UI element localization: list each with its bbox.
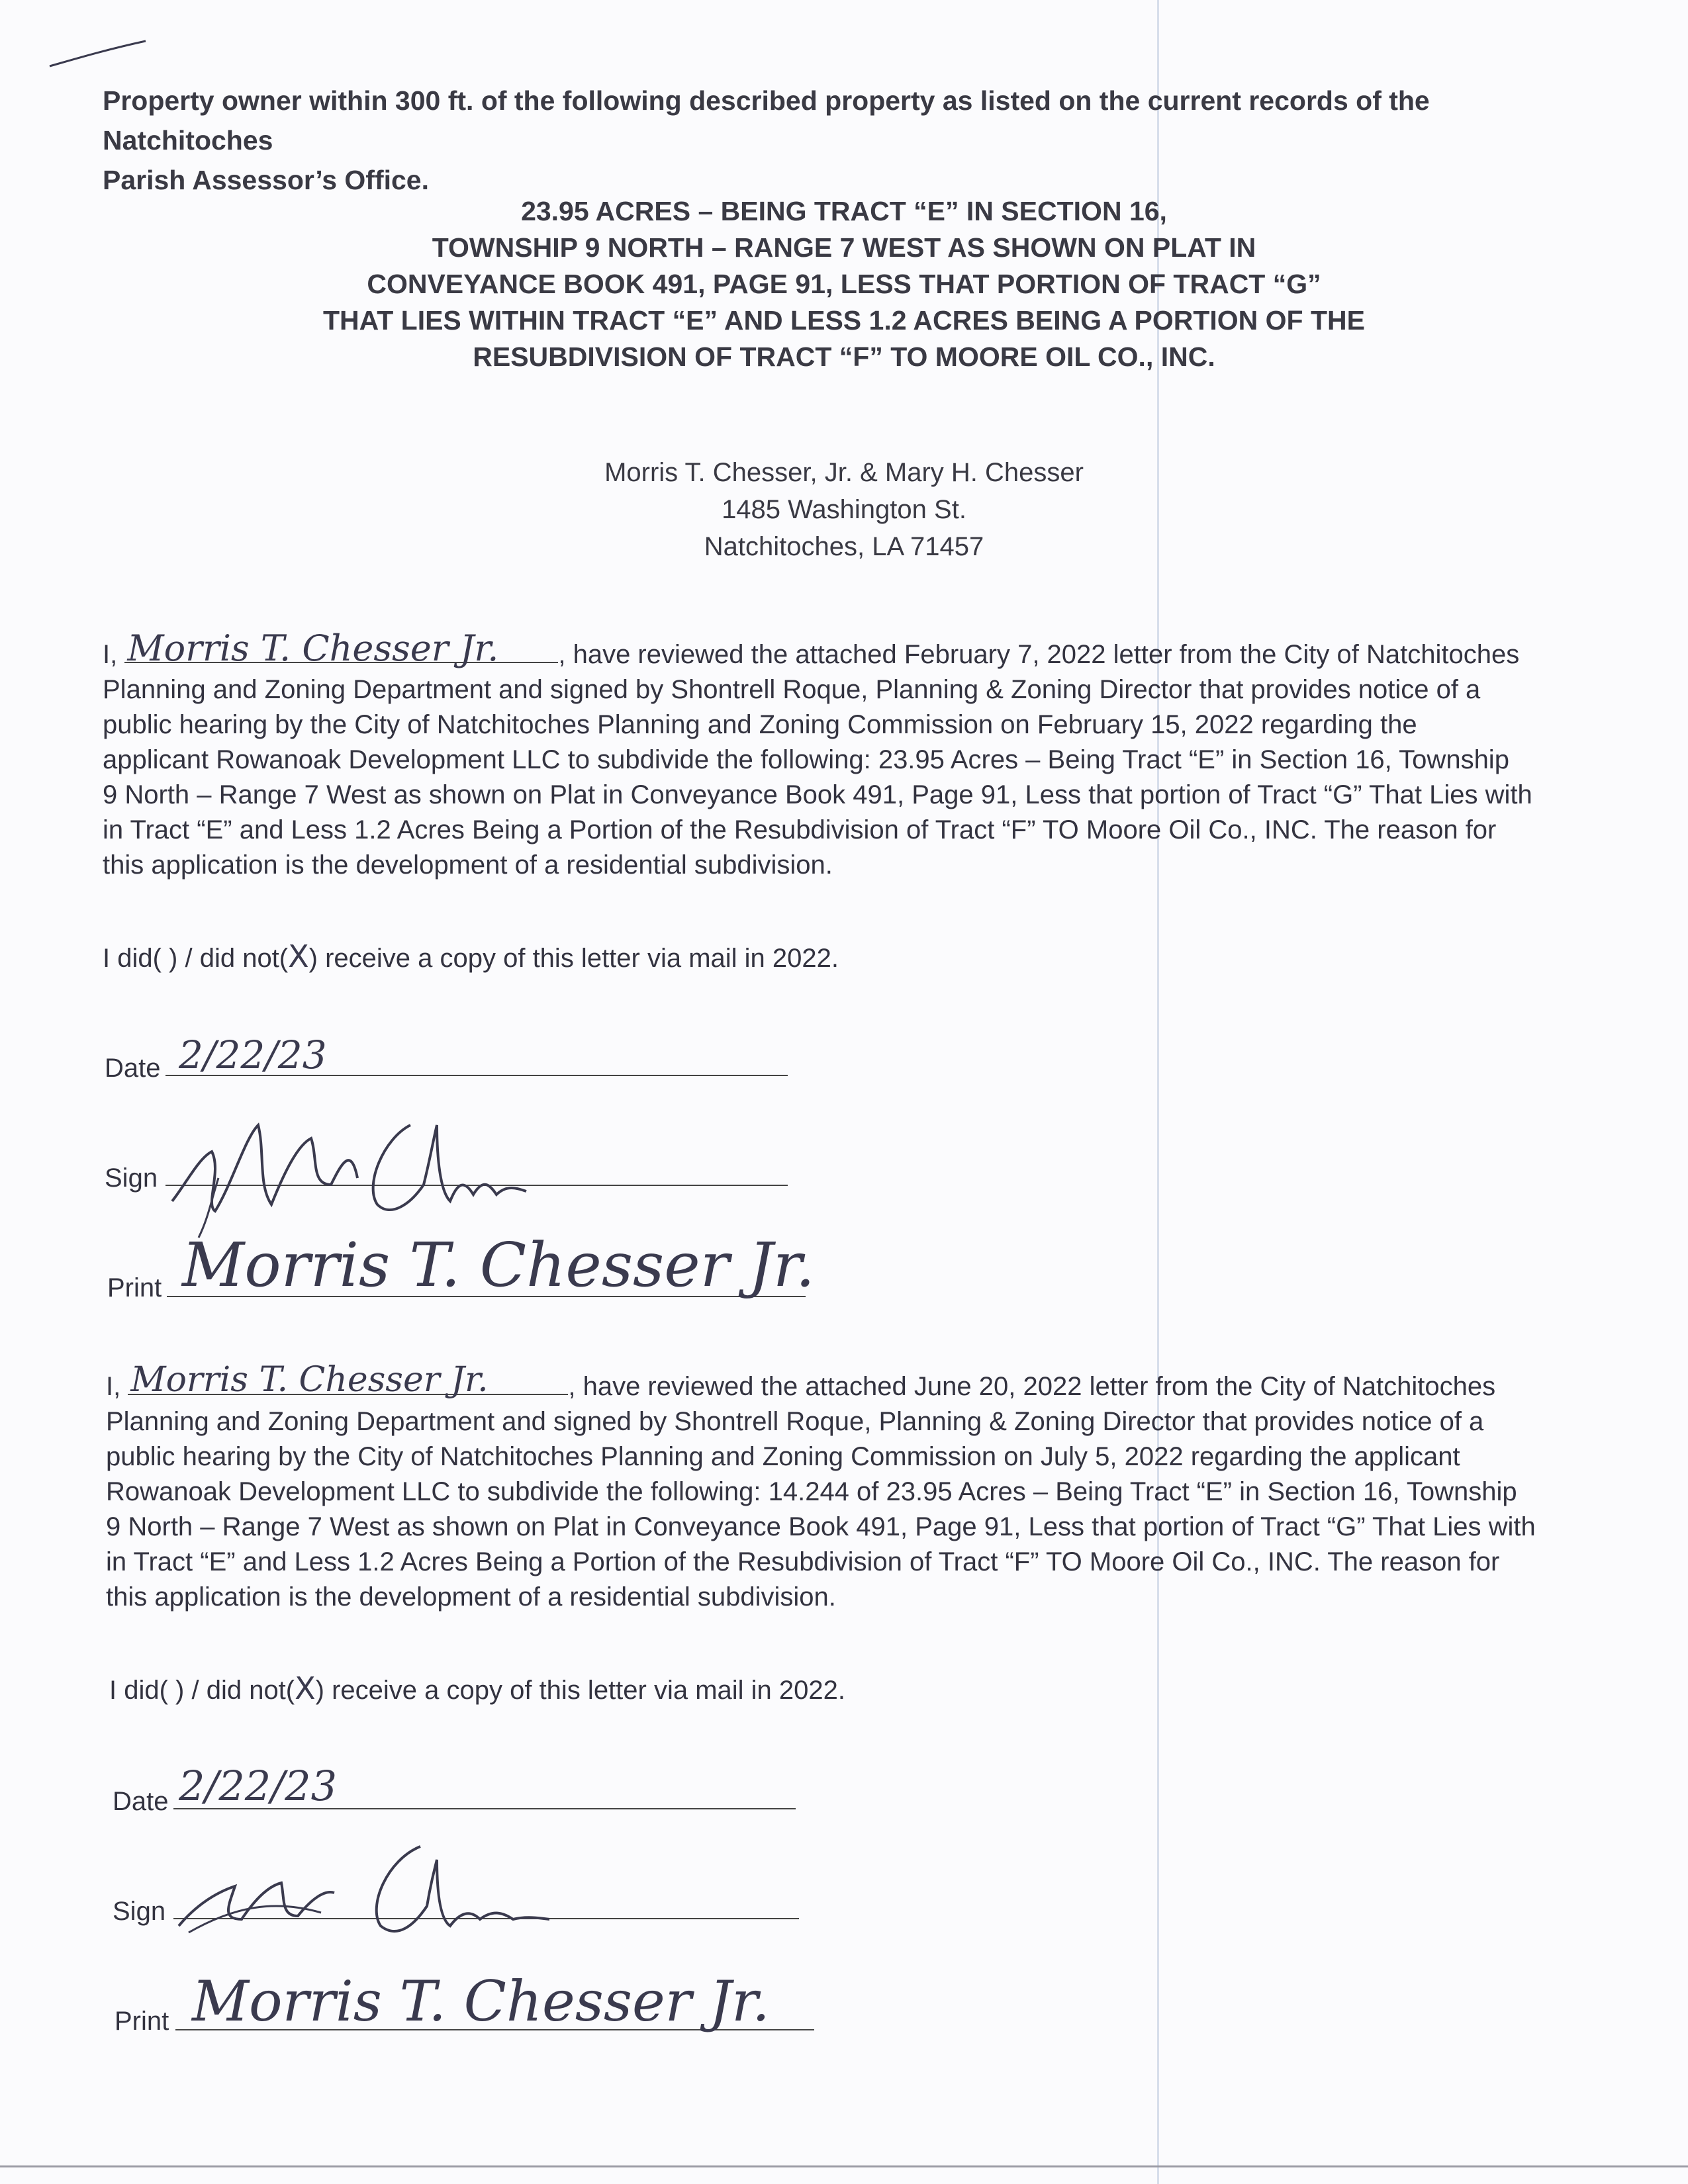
section2-line: 9 North – Range 7 West as shown on Plat in Conveyance Book 491, Page 91, Less that portion of Tract “G” That Lies with (106, 1512, 1536, 1541)
legal-line: THAT LIES WITHIN TRACT “E” AND LESS 1.2 ACRES BEING A PORTION OF THE (323, 305, 1365, 336)
section2-receipt-line (109, 1670, 845, 1706)
section2-date-label: Date (113, 1787, 169, 1816)
section2-first-line (106, 1360, 1536, 1404)
section1-line: 9 North – Range 7 West as shown on Plat in Conveyance Book 491, Page 91, Less that portion of Tract “G” That Lies with (103, 780, 1532, 809)
section2-print-value: Morris T. Chesser Jr. (192, 1969, 770, 2034)
section1-line: applicant Rowanoak Development LLC to subdivide the following: 23.95 Acres – Being Tract “E” in Section 16, Township (103, 745, 1509, 774)
legal-line: TOWNSHIP 9 NORTH – RANGE 7 WEST AS SHOWN ON PLAT IN (432, 232, 1256, 263)
pen-stroke-mark (46, 40, 152, 73)
section1-paragraph (103, 627, 1532, 883)
section2-handwritten-name: Morris T. Chesser Jr. (130, 1360, 489, 1400)
section1-line: this application is the development of a residential subdivision. (103, 850, 833, 880)
section1-receipt-did: I did( ) / did not( (103, 944, 289, 973)
section2-receipt-checkmark[interactable]: X (295, 1670, 316, 1706)
section2-line: in Tract “E” and Less 1.2 Acres Being a Portion of the Resubdivision of Tract “F” TO Moore Oil Co., INC. The reason for (106, 1547, 1500, 1576)
legal-description (0, 193, 1688, 375)
legal-line: 23.95 ACRES – BEING TRACT “E” IN SECTION 16, (521, 196, 1167, 226)
section2-date-value: 2/22/23 (179, 1762, 338, 1810)
section2-print-label: Print (115, 2007, 169, 2036)
section1-line: in Tract “E” and Less 1.2 Acres Being a Portion of the Resubdivision of Tract “F” TO Moore Oil Co., INC. The reason for (103, 815, 1497, 844)
intro-line-2: Parish Assessor’s Office. (103, 165, 430, 195)
section1-line: Planning and Zoning Department and signed by Shontrell Roque, Planning & Zoning Director that provides notice of a (103, 675, 1481, 704)
owner-address (0, 454, 1688, 565)
section1-date-label: Date (105, 1054, 161, 1083)
section1-print-value: Morris T. Chesser Jr. (182, 1230, 815, 1300)
legal-line: CONVEYANCE BOOK 491, PAGE 91, LESS THAT PORTION OF TRACT “G” (367, 269, 1321, 299)
owner-names: Morris T. Chesser, Jr. & Mary H. Chesser (604, 458, 1084, 487)
section1-receipt-rest: ) receive a copy of this letter via mail in 2022. (308, 944, 839, 973)
owner-city: Natchitoches, LA 71457 (704, 532, 984, 561)
page-bottom-edge (0, 2165, 1688, 2167)
section1-line: public hearing by the City of Natchitoches Planning and Zoning Commission on February 15, 2022 regarding the (103, 710, 1417, 739)
section1-name-blank[interactable] (124, 627, 558, 669)
section2-line: public hearing by the City of Natchitoches Planning and Zoning Commission on July 5, 2022 regarding the applicant (106, 1442, 1460, 1471)
section1-date-value: 2/22/23 (179, 1032, 327, 1077)
section1-signature (159, 1085, 530, 1244)
section1-sign-label: Sign (105, 1163, 158, 1193)
section2-receipt-rest: ) receive a copy of this letter via mail in 2022. (315, 1676, 846, 1705)
section2-line: Planning and Zoning Department and signed by Shontrell Roque, Planning & Zoning Director that provides notice of a (106, 1407, 1484, 1436)
section1-receipt-line (103, 938, 839, 974)
intro-line-1: Property owner within 300 ft. of the following described property as listed on the current records of the Natchitoches (103, 85, 1430, 156)
section2-name-blank[interactable] (128, 1360, 568, 1400)
section2-line: Rowanoak Development LLC to subdivide the following: 14.244 of 23.95 Acres – Being Tract “E” in Section 16, Township (106, 1477, 1517, 1506)
section2-paragraph (106, 1360, 1536, 1615)
section2-prefix: I, (106, 1372, 128, 1401)
section1-prefix: I, (103, 640, 125, 669)
section1-print-label: Print (107, 1273, 162, 1302)
section2-receipt-did: I did( ) / did not( (109, 1676, 295, 1705)
intro-paragraph (103, 81, 1599, 200)
section1-handwritten-name: Morris T. Chesser Jr. (127, 627, 499, 669)
section2-sign-label: Sign (113, 1897, 166, 1926)
legal-line: RESUBDIVISION OF TRACT “F” TO MOORE OIL CO., INC. (473, 341, 1215, 372)
section2-line1-rest: , have reviewed the attached June 20, 2022 letter from the City of Natchitoches (568, 1372, 1496, 1401)
section2-line: this application is the development of a residential subdivision. (106, 1582, 836, 1612)
section1-receipt-checkmark[interactable]: X (288, 938, 309, 974)
section1-first-line (103, 627, 1532, 672)
owner-street: 1485 Washington St. (722, 495, 966, 524)
section1-line1-rest: , have reviewed the attached February 7, 2022 letter from the City of Natchitoches (558, 640, 1520, 669)
section2-signature (169, 1833, 553, 1946)
